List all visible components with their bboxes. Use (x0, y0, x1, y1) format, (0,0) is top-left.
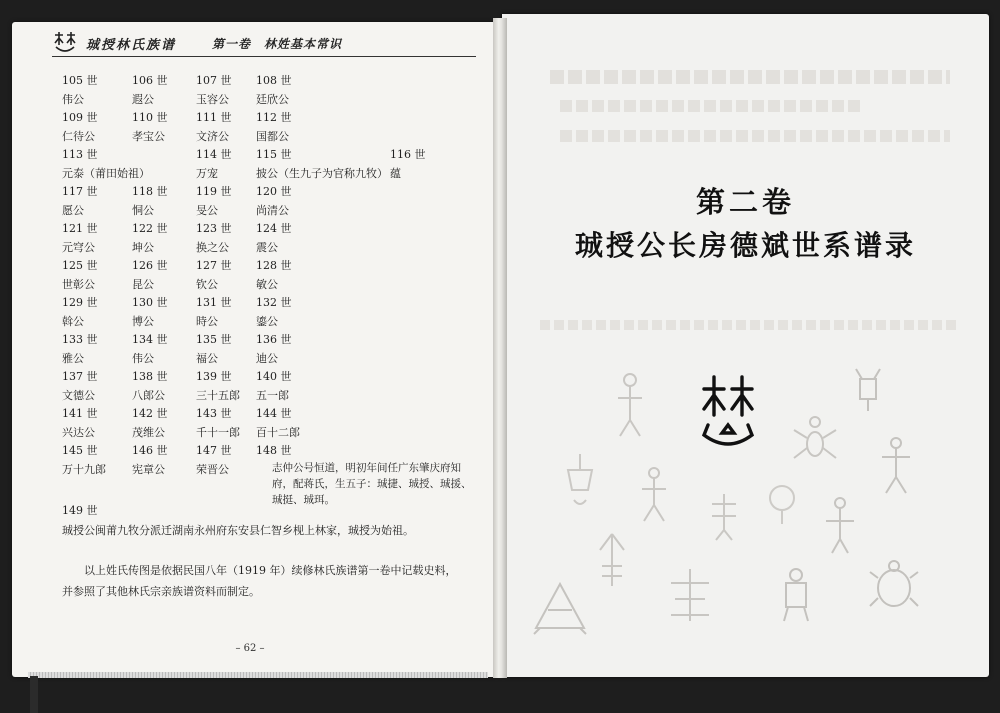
table-cell: 131 世 (196, 296, 232, 309)
bleed-through (560, 130, 950, 142)
book-gutter (493, 18, 507, 678)
table-cell: 143 世 (196, 407, 232, 420)
page-number: – 62 – (235, 643, 265, 654)
table-cell: 博公 (132, 314, 154, 328)
table-cell: 伟公 (62, 92, 84, 106)
table-cell: 鎏公 (256, 314, 278, 328)
table-cell: 元泰（莆田始祖） (62, 166, 150, 180)
table-row (62, 403, 482, 422)
table-row (62, 255, 482, 274)
table-cell: 148 世 (256, 444, 292, 457)
table-row (62, 163, 482, 182)
volume-heading: 第一卷 林姓基本常识 (212, 36, 343, 51)
table-cell: 116 世 (390, 148, 426, 161)
table-cell: 兴达公 (62, 425, 95, 439)
table-cell: 廷欣公 (256, 92, 289, 106)
table-cell: 119 世 (196, 185, 232, 198)
table-row (62, 422, 482, 441)
table-cell: 120 世 (256, 185, 292, 198)
table-cell: 三十五郎 (196, 388, 240, 402)
table-row (62, 181, 482, 200)
table-cell: 荣晋公 (196, 462, 229, 476)
totem-figure-icon (665, 565, 715, 625)
table-row (62, 311, 482, 330)
table-cell: 宪章公 (132, 462, 165, 476)
table-cell: 茂维公 (132, 425, 165, 439)
table-cell: 元穹公 (62, 240, 95, 254)
table-cell: 107 世 (196, 74, 232, 87)
table-row (62, 329, 482, 348)
table-cell: 钦公 (196, 277, 218, 291)
table-cell: 141 世 (62, 407, 98, 420)
table-cell: 135 世 (196, 333, 232, 346)
table-row (62, 89, 482, 108)
triangle-glyph-icon (530, 580, 590, 636)
table-cell: 113 世 (62, 148, 98, 161)
bleed-through (550, 70, 950, 84)
table-cell: 125 世 (62, 259, 98, 272)
table-cell: 千十一郎 (196, 425, 240, 439)
book-title: 珹授林氏族谱 (86, 37, 177, 53)
table-cell: 118 世 (132, 185, 168, 198)
table-cell: 130 世 (132, 296, 168, 309)
table-cell: 伟公 (132, 351, 154, 365)
table-cell: 114 世 (196, 148, 232, 161)
table-cell: 孝宝公 (132, 129, 165, 143)
table-cell: 126 世 (132, 259, 168, 272)
face-glyph-icon (764, 478, 800, 528)
table-row (62, 237, 482, 256)
table-cell: 106 世 (132, 74, 168, 87)
table-cell: 八郎公 (132, 388, 165, 402)
table-cell: 108 世 (256, 74, 292, 87)
table-cell: 124 世 (256, 222, 292, 235)
table-row (62, 348, 482, 367)
table-cell: 136 世 (256, 333, 292, 346)
bird-glyph-icon (560, 450, 600, 510)
table-cell: 146 世 (132, 444, 168, 457)
generation-149-text: 珹授公闽莆九牧分派迁湖南永州府东安县仁智乡枧上林家，珹授为始祖。 (62, 524, 414, 537)
table-cell: 昆公 (132, 277, 154, 291)
table-cell: 愿公 (62, 203, 84, 217)
table-cell: 111 世 (196, 111, 232, 124)
table-cell: 换之公 (196, 240, 229, 254)
table-cell: 尚清公 (256, 203, 289, 217)
table-cell: 斡公 (62, 314, 84, 328)
table-row (62, 274, 482, 293)
table-cell: 134 世 (132, 333, 168, 346)
table-cell: 万宠 (196, 166, 218, 180)
table-row (62, 440, 482, 459)
table-cell: 敏公 (256, 277, 278, 291)
table-cell: 147 世 (196, 444, 232, 457)
table-cell: 112 世 (256, 111, 292, 124)
totem-figure-icon (820, 495, 860, 555)
totem-figure-icon (610, 370, 650, 440)
summary-line-2: 并参照了其他林氏宗亲族谱资料而制定。 (62, 585, 260, 598)
table-cell: 129 世 (62, 296, 98, 309)
page-header (52, 30, 476, 57)
turtle-glyph-icon (866, 558, 922, 614)
table-row (62, 107, 482, 126)
table-cell: 115 世 (256, 148, 292, 161)
totem-figure-icon (876, 435, 916, 495)
table-cell: 雅公 (62, 351, 84, 365)
table-cell: 時公 (196, 314, 218, 328)
table-cell: 117 世 (62, 185, 98, 198)
table-row (62, 366, 482, 385)
table-row (62, 70, 482, 89)
table-cell: 玉容公 (196, 92, 229, 106)
table-cell: 国都公 (256, 129, 289, 143)
bleed-through (560, 100, 860, 112)
bookmark-ribbon (30, 676, 38, 713)
table-cell: 迪公 (256, 351, 278, 365)
table-cell: 137 世 (62, 370, 98, 383)
generation-148-note: 志仲公号恒道，明初年间任广东肇庆府知府，配蒋氏，生五子：珹捷、珹授、珹援、珹挺、珹珥。 (272, 462, 472, 506)
table-cell: 123 世 (196, 222, 232, 235)
table-cell: 百十二郎 (256, 425, 300, 439)
table-cell: 128 世 (256, 259, 292, 272)
table-cell: 遐公 (132, 92, 154, 106)
table-cell: 138 世 (132, 370, 168, 383)
table-cell: 文德公 (62, 388, 95, 402)
summary-line-1: 以上姓氏传图是依据民国八年（1919 年）续修林氏族谱第一卷中记载史料， (84, 564, 457, 577)
table-cell: 恫公 (132, 203, 154, 217)
table-cell: 127 世 (196, 259, 232, 272)
table-cell: 145 世 (62, 444, 98, 457)
insect-glyph-icon (790, 410, 840, 470)
table-cell: 福公 (196, 351, 218, 365)
table-cell: 110 世 (132, 111, 168, 124)
table-row (62, 292, 482, 311)
table-cell: 文济公 (196, 129, 229, 143)
table-cell: 披公（生九子为官称九牧） (256, 166, 388, 180)
lin-emblem-icon (52, 31, 78, 55)
table-cell: 五一郎 (256, 388, 289, 402)
page-edges (28, 672, 488, 678)
table-cell: 仁待公 (62, 129, 95, 143)
table-cell: 万十九郎 (62, 462, 106, 476)
volume-two-title: 第二卷 (695, 185, 795, 219)
table-row (62, 218, 482, 237)
table-cell: 震公 (256, 240, 278, 254)
volume-two-subtitle: 珹授公长房德斌世系谱录 (574, 229, 916, 262)
bleed-through (540, 320, 960, 330)
table-cell: 140 世 (256, 370, 292, 383)
totem-figure-icon (636, 465, 672, 525)
table-row (62, 385, 482, 404)
totem-figure-icon (848, 365, 888, 415)
table-cell: 142 世 (132, 407, 168, 420)
table-cell: 旻公 (196, 203, 218, 217)
table-cell: 蕴 (390, 166, 401, 180)
totem-figure-icon (776, 565, 816, 625)
table-cell: 世彰公 (62, 277, 95, 291)
table-row (62, 200, 482, 219)
lin-clan-emblem-icon (700, 375, 756, 451)
arrow-glyph-icon (592, 530, 632, 590)
table-row (62, 144, 482, 163)
table-row (62, 126, 482, 145)
table-cell: 122 世 (132, 222, 168, 235)
table-cell: 105 世 (62, 74, 98, 87)
table-cell: 坤公 (132, 240, 154, 254)
table-cell: 144 世 (256, 407, 292, 420)
table-cell: 139 世 (196, 370, 232, 383)
table-cell: 132 世 (256, 296, 292, 309)
totem-figure-icon (704, 490, 744, 546)
generation-149-label: 149 世 (62, 504, 98, 517)
table-cell: 121 世 (62, 222, 98, 235)
table-cell: 109 世 (62, 111, 98, 124)
generation-table (62, 70, 482, 477)
table-cell: 133 世 (62, 333, 98, 346)
